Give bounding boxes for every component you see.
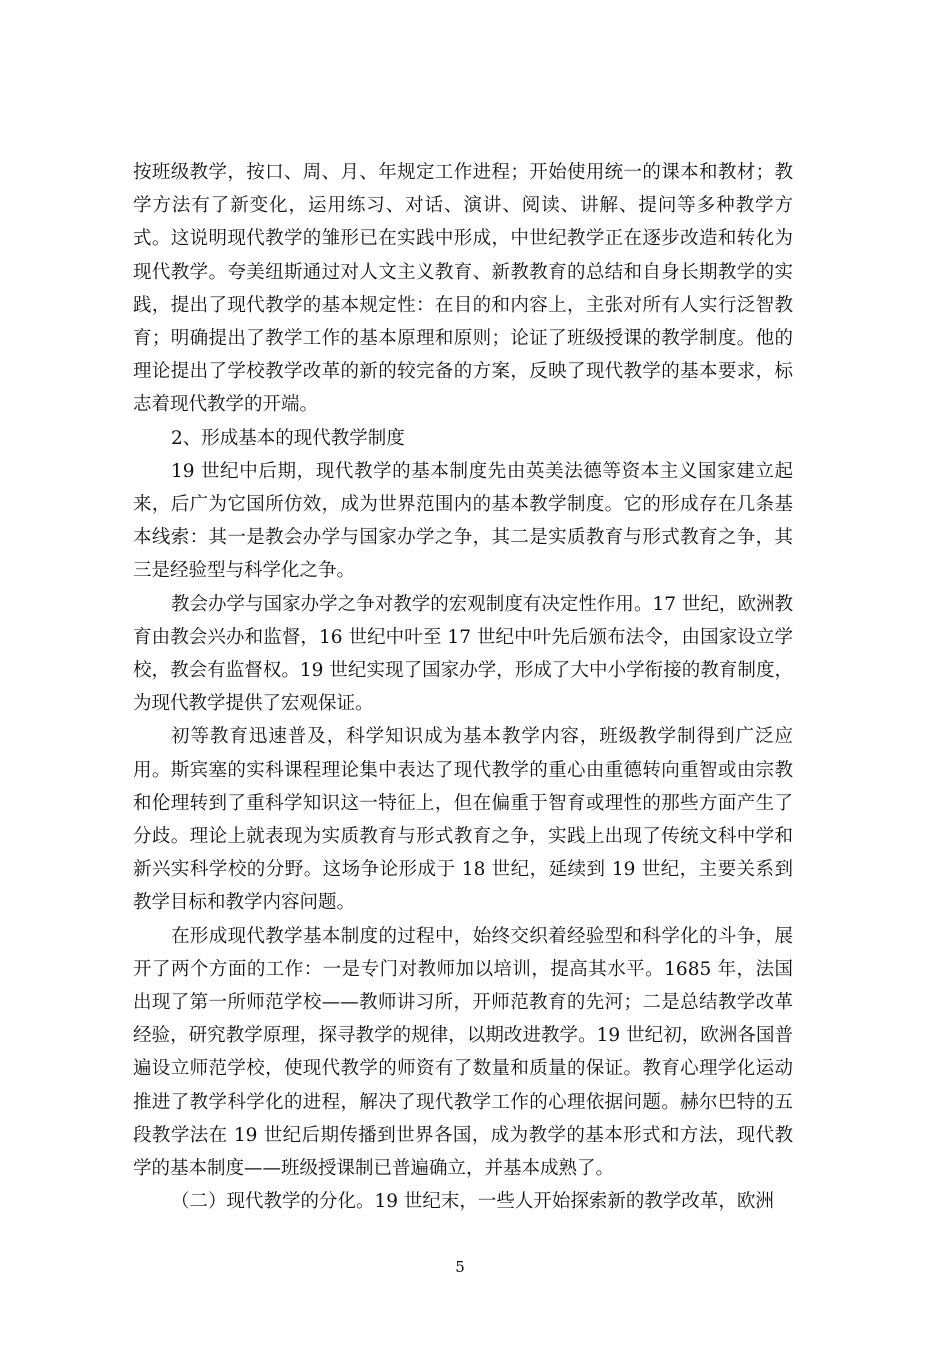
paragraph: 教会办学与国家办学之争对教学的宏观制度有决定性作用。17 世纪，欧洲教育由教会兴办和监督，16 世纪中叶至 17 世纪中叶先后颁布法令，由国家设立学校，教会有监督权。19 世纪实现了国家办学，形成了大中小学衔接的教育制度，为现代教学提供了宏观保证。 [133,593,793,715]
body-text [133,156,793,1219]
paragraph: （二）现代教学的分化。19 世纪末，一些人开始探索新的教学改革，欧洲 [171,1191,774,1213]
paragraph: 在形成现代教学基本制度的过程中，始终交织着经验型和科学化的斗争，展开了两个方面的工作：一是专门对教师加以培训，提高其水平。1685 年，法国出现了第一所师范学校——教师讲习所，开师范教育的先河；二是总结教学改革经验，研究教学原理，探寻教学的规律，以期改进教学。19 世纪初，欧洲各国普遍设立师范学校，使现代教学的师资有了数量和质量的保证。教育心理学化运动推进了教学科学化的进程，解决了现代教学工作的心理依据问题。赫尔巴特的五段教学法在 19 世纪后期传播到世界各国，成为教学的基本形式和方法，现代教学的基本制度——班级授课制已普遍确立，并基本成熟了。 [133,925,793,1180]
paragraph-continued: 按班级教学，按口、周、月、年规定工作进程；开始使用统一的课本和教材；教学方法有了新变化，运用练习、对话、演讲、阅读、讲解、提问等多种教学方式。这说明现代教学的雏形已在实践中形成，中世纪教学正在逐步改造和转化为现代教学。夸美纽斯通过对人文主义教育、新教教育的总结和自身长期教学的实践，提出了现代教学的基本规定性：在目的和内容上，主张对所有人实行泛智教育；明确提出了教学工作的基本原理和原则；论证了班级授课的教学制度。他的理论提出了学校教学改革的新的较完备的方案，反映了现代教学的基本要求，标志着现代教学的开端。 [133,162,793,416]
paragraph: 初等教育迅速普及，科学知识成为基本教学内容，班级教学制得到广泛应用。斯宾塞的实科课程理论集中表达了现代教学的重心由重德转向重智或由宗教和伦理转到了重科学知识这一特征上，但在偏重于智育或理性的那些方面产生了分歧。理论上就表现为实质教育与形式教育之争，实践上出现了传统文科中学和新兴实科学校的分野。这场争论形成于 18 世纪，延续到 19 世纪，主要关系到教学目标和教学内容问题。 [133,726,793,914]
page-number: 5 [455,1258,465,1276]
section-heading: 2、形成基本的现代教学制度 [171,427,405,449]
paragraph: 19 世纪中后期，现代教学的基本制度先由英美法德等资本主义国家建立起来，后广为它国所仿效，成为世界范围内的基本教学制度。它的形成存在几条基本线索：其一是教会办学与国家办学之争，其二是实质教育与形式教育之争，其三是经验型与科学化之争。 [133,460,793,582]
